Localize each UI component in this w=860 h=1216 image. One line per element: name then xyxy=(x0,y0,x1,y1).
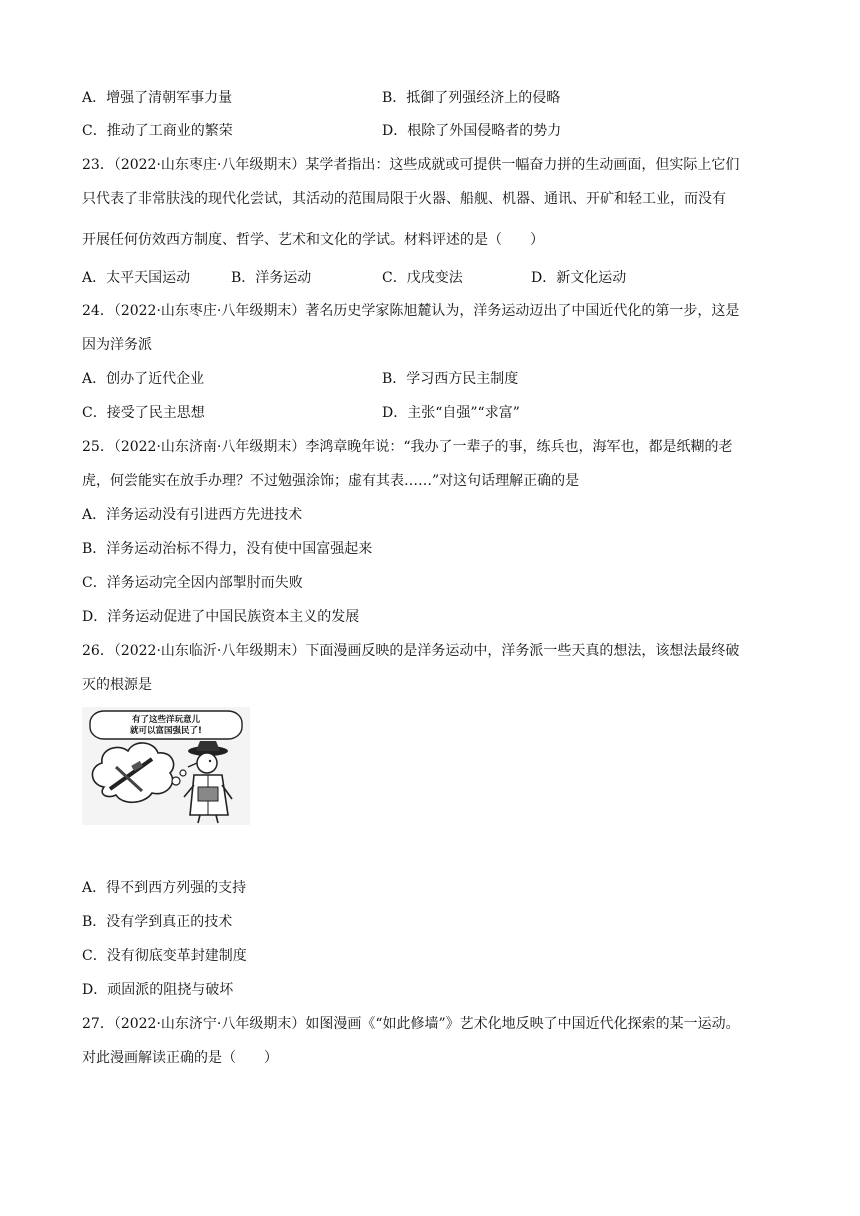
q24-option-a: A．创办了近代企业 xyxy=(82,371,205,387)
q23-stem-line1: 23．（2022·山东枣庄·八年级期末）某学者指出：这些成就或可提供一幅奋力拼的生动画面，但实际上它们 xyxy=(82,157,740,173)
q23-stem-line3: 开展任何仿效西方制度、哲学、艺术和文化的学试。材料评述的是（ ） xyxy=(82,232,544,248)
q26-option-b: B．没有学到真正的技术 xyxy=(82,914,233,930)
q25-stem-line2: 虎，何尝能实在放手办理？不过勉强涂饰；虚有其表……”对这句话理解正确的是 xyxy=(82,473,580,489)
q22-option-b: B．抵御了列强经济上的侵略 xyxy=(382,90,561,106)
thought-cloud-icon xyxy=(92,743,186,802)
q26-stem-line1: 26．（2022·山东临沂·八年级期末）下面漫画反映的是洋务运动中，洋务派一些天真的想法，该想法最终破 xyxy=(82,643,740,659)
q23-stem-line2: 只代表了非常肤浅的现代化尝试，其活动的范围局限于火器、船舰、机器、通讯、开矿和轻工业，而没有 xyxy=(82,191,726,207)
q26-cartoon-image xyxy=(82,707,250,825)
q24-option-d: D．主张“自强”“求富” xyxy=(382,405,520,421)
q27-stem-line1: 27．（2022·山东济宁·八年级期末）如图漫画《“如此修墙”》艺术化地反映了中国近代化探索的某一运动。 xyxy=(82,1016,740,1032)
q24-option-b: B．学习西方民主制度 xyxy=(382,371,519,387)
q24-stem-line2: 因为洋务派 xyxy=(82,337,152,353)
comic-caption-line2: 就可以富国强民了! xyxy=(130,726,202,736)
q22-option-a: A．增强了清朝军事力量 xyxy=(82,90,233,106)
q23-option-d: D．新文化运动 xyxy=(531,270,627,286)
q25-option-c: C．洋务运动完全因内部掣肘而失败 xyxy=(82,575,303,591)
q24-stem-line1: 24．（2022·山东枣庄·八年级期末）著名历史学家陈旭麓认为，洋务运动迈出了中国近代化的第一步，这是 xyxy=(82,303,740,319)
q25-option-d: D．洋务运动促进了中国民族资本主义的发展 xyxy=(82,609,360,625)
q26-option-a: A．得不到西方列强的支持 xyxy=(82,880,247,896)
q26-stem-line2: 灭的根源是 xyxy=(82,677,152,693)
q25-option-a: A．洋务运动没有引进西方先进技术 xyxy=(82,507,303,523)
q23-option-a: A．太平天国运动 xyxy=(82,270,191,286)
q27-stem-line2: 对此漫画解读正确的是（ ） xyxy=(82,1050,278,1066)
q26-option-d: D．顽固派的阻挠与破坏 xyxy=(82,982,234,998)
q25-stem-line1: 25．（2022·山东济南·八年级期末）李鸿章晚年说：“我办了一辈子的事，练兵也，海军也，都是纸糊的老 xyxy=(82,439,733,455)
comic-caption-line1: 有了这些洋玩意儿 xyxy=(131,715,201,725)
q23-option-b: B．洋务运动 xyxy=(231,270,312,286)
qing-official-figure-icon xyxy=(184,741,232,823)
q26-option-c: C．没有彻底变革封建制度 xyxy=(82,948,247,964)
q23-option-c: C．戊戌变法 xyxy=(382,270,463,286)
q22-option-d: D．根除了外国侵略者的势力 xyxy=(382,123,562,139)
q25-option-b: B．洋务运动治标不得力，没有使中国富强起来 xyxy=(82,541,373,557)
q22-option-c: C．推动了工商业的繁荣 xyxy=(82,123,233,139)
q24-option-c: C．接受了民主思想 xyxy=(82,405,205,421)
